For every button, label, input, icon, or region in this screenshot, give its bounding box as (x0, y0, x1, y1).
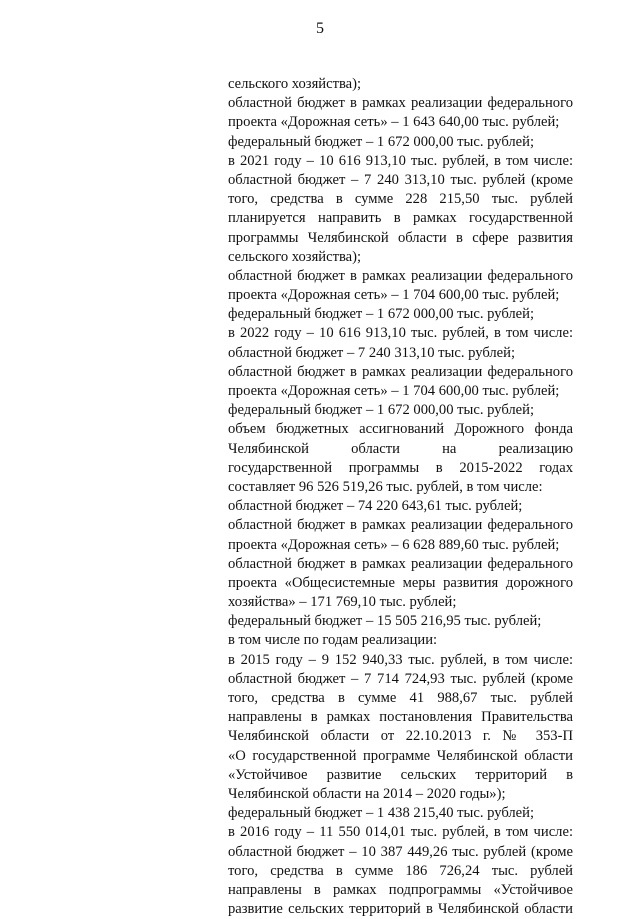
text-line: федеральный бюджет – 15 505 216,95 тыс. рублей; (228, 613, 542, 630)
text-line: сельского хозяйства); (228, 76, 362, 92)
text-line: областной бюджет в рамках реализации федерального (228, 267, 573, 284)
text-line: областной бюджет – 10 387 449,26 тыс. рублей (кроме (228, 843, 573, 860)
page-number: 5 (316, 20, 324, 37)
text-line: проекта «Общесистемные меры развития дорожного (228, 574, 573, 591)
text-line: проекта «Дорожная сеть» – 1 643 640,00 тыс. рублей; (228, 114, 560, 131)
text-line: объем бюджетных ассигнований Дорожного фонда (228, 421, 573, 438)
text-line: федеральный бюджет – 1 672 000,00 тыс. рублей; (228, 306, 535, 323)
text-line: программы Челябинской области в сфере развития (228, 229, 573, 246)
text-line: того, средства в сумме 186 726,24 тыс. рублей (228, 862, 573, 879)
text-line: в 2022 году – 10 616 913,10 тыс. рублей, в том числе: (228, 325, 573, 342)
text-line: планируется направить в рамках государственной (228, 210, 573, 227)
text-line: федеральный бюджет – 1 672 000,00 тыс. рублей; (228, 402, 535, 419)
text-line: в 2021 году – 10 616 913,10 тыс. рублей, в том числе: (228, 152, 573, 169)
text-line: государственной программы в 2015-2022 годах (228, 459, 573, 476)
text-line: проекта «Дорожная сеть» – 6 628 889,60 тыс. рублей; (228, 536, 560, 553)
text-line: сельского хозяйства); (228, 248, 362, 265)
text-line: развитие сельских территорий в Челябинской области (228, 901, 573, 918)
text-line: областной бюджет – 7 240 313,10 тыс. рублей (кроме (228, 171, 573, 188)
text-line: областной бюджет в рамках реализации федерального (228, 95, 573, 112)
text-line: федеральный бюджет – 1 438 215,40 тыс. рублей; (228, 805, 535, 822)
text-line: «О государственной программе Челябинской области (228, 747, 573, 764)
text-line: Челябинской области от 22.10.2013 г. № 353-П (228, 728, 573, 745)
text-line: в 2015 году – 9 152 940,33 тыс. рублей, в том числе: (228, 651, 573, 668)
text-line: областной бюджет в рамках реализации федерального (228, 517, 573, 534)
text-line: направлены в рамках постановления Правительства (228, 709, 573, 726)
text-line: Челябинской области на 2014 – 2020 годы»); (228, 785, 506, 802)
text-line: направлены в рамках подпрограммы «Устойчивое (228, 881, 573, 898)
text-line: составляет 96 526 519,26 тыс. рублей, в том числе: (228, 478, 543, 495)
text-line: в 2016 году – 11 550 014,01 тыс. рублей, в том числе: (228, 824, 573, 841)
text-line: того, средства в сумме 41 988,67 тыс. рублей (228, 690, 573, 706)
text-line: областной бюджет в рамках реализации федерального (228, 555, 573, 572)
text-line: областной бюджет – 74 220 643,61 тыс. рублей; (228, 498, 523, 515)
text-line: областной бюджет – 7 714 724,93 тыс. рублей (кроме (228, 670, 573, 687)
text-line: областной бюджет – 7 240 313,10 тыс. рублей; (228, 344, 516, 361)
text-line: «Устойчивое развитие сельских территорий в (228, 766, 573, 783)
text-line: того, средства в сумме 228 215,50 тыс. рублей (228, 191, 573, 208)
text-line: хозяйства» – 171 769,10 тыс. рублей; (228, 594, 457, 611)
text-line: федеральный бюджет – 1 672 000,00 тыс. рублей; (228, 133, 535, 150)
text-line: Челябинской области на реализацию (228, 440, 573, 457)
text-line: проекта «Дорожная сеть» – 1 704 600,00 тыс. рублей; (228, 287, 560, 304)
document-body (228, 75, 573, 919)
text-line: проекта «Дорожная сеть» – 1 704 600,00 тыс. рублей; (228, 383, 560, 399)
text-line: в том числе по годам реализации: (228, 632, 438, 649)
text-line: областной бюджет в рамках реализации федерального (228, 363, 573, 380)
